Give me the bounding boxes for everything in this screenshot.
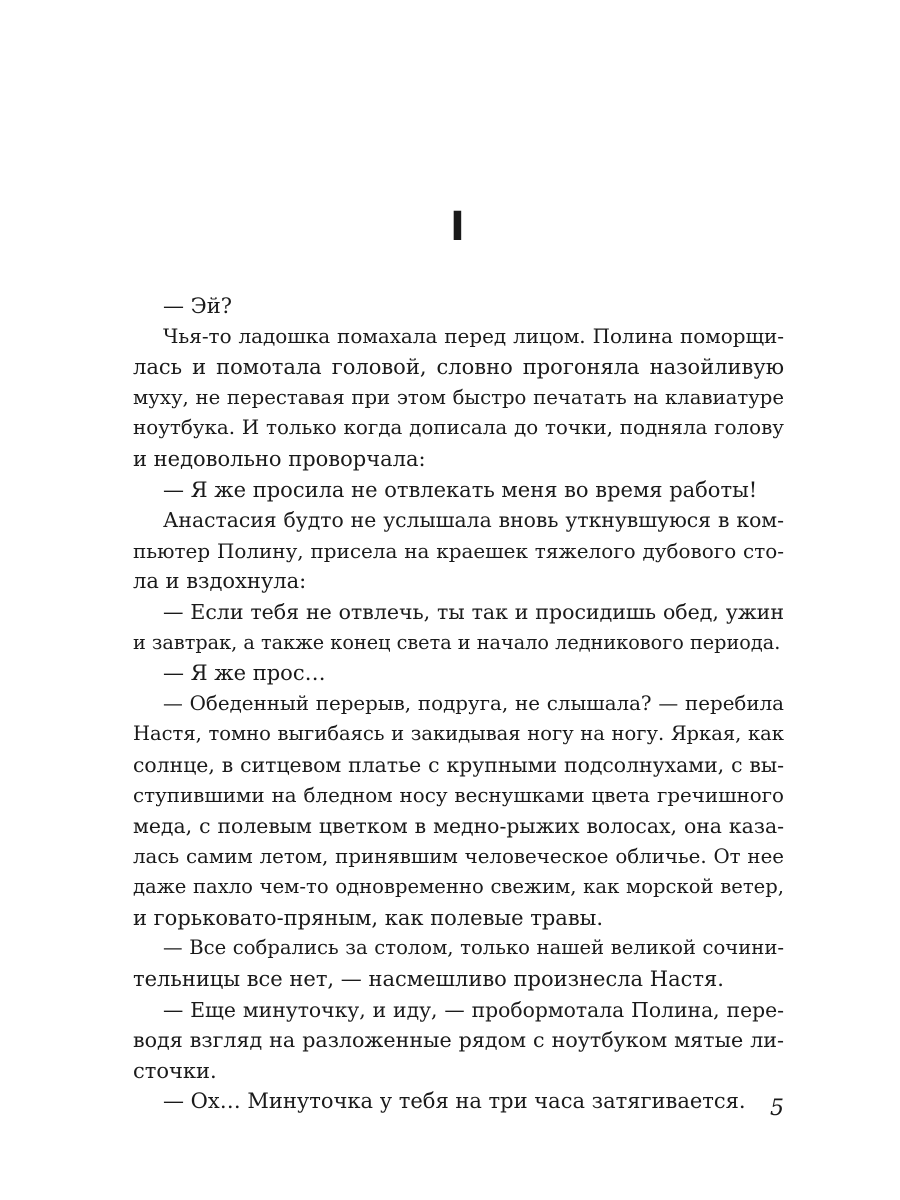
text-line: — Я же прос… <box>163 661 326 686</box>
chapter-title: I <box>450 204 465 250</box>
text-line: пьютер Полину, присела на краешек тяжелого дубового сто- <box>133 538 784 563</box>
text-line: водя взгляд на разложенные рядом с ноутбуком мятые ли- <box>133 1028 784 1053</box>
text-line: Настя, томно выгибаясь и закидывая ногу на ногу. Яркая, как <box>133 722 784 746</box>
text-line: — Ох… Минуточка у тебя на три часа затягивается. <box>163 1089 746 1114</box>
text-line: и недовольно проворчала: <box>133 446 426 471</box>
text-line: лась и помотала головой, словно прогоняла назойливую <box>133 355 784 380</box>
text-line: — Я же просила не отвлекать меня во время работы! <box>163 477 758 502</box>
page-number: 5 <box>770 1096 784 1121</box>
text-line: меда, с полевым цветком в медно-рыжих волосах, она каза- <box>133 814 784 839</box>
text-line: — Если тебя не отвлечь, ты так и просидишь обед, ужин <box>163 599 784 624</box>
text-line: лась самим летом, принявшим человеческое обличье. От нее <box>133 844 784 868</box>
text-line: и завтрак, а также конец света и начало ледникового периода. <box>133 630 781 654</box>
text-line: — Обеденный перерыв, подруга, не слышала? — перебила <box>163 691 784 715</box>
text-line: и горьковато-пряным, как полевые травы. <box>133 905 604 930</box>
text-line: — Все собрались за столом, только нашей великой сочини- <box>163 936 784 960</box>
text-line: солнце, в ситцевом платье с крупными подсолнухами, с вы- <box>133 752 784 777</box>
text-line: Анастасия будто не услышала вновь уткнувшуюся в ком- <box>163 508 784 533</box>
text-line: даже пахло чем-то одновременно свежим, как морской ветер, <box>133 875 784 899</box>
text-line: ла и вздохнула: <box>133 569 307 594</box>
text-line: — Еще минуточку, и иду, — пробормотала Полина, пере- <box>163 997 784 1022</box>
text-line: Чья-то ладошка помахала перед лицом. Полина поморщи- <box>163 324 784 348</box>
text-line: муху, не переставая при этом быстро печатать на клавиатуре <box>133 385 784 409</box>
body-text <box>133 291 784 1117</box>
text-line: ноутбука. И только когда дописала до точки, подняла голову <box>133 416 784 440</box>
text-line: сточки. <box>133 1058 217 1083</box>
text-line: тельницы все нет, — насмешливо произнесла Настя. <box>133 967 724 992</box>
text-line: ступившими на бледном носу веснушками цвета гречишного <box>133 783 784 807</box>
text-line: — Эй? <box>163 294 232 318</box>
